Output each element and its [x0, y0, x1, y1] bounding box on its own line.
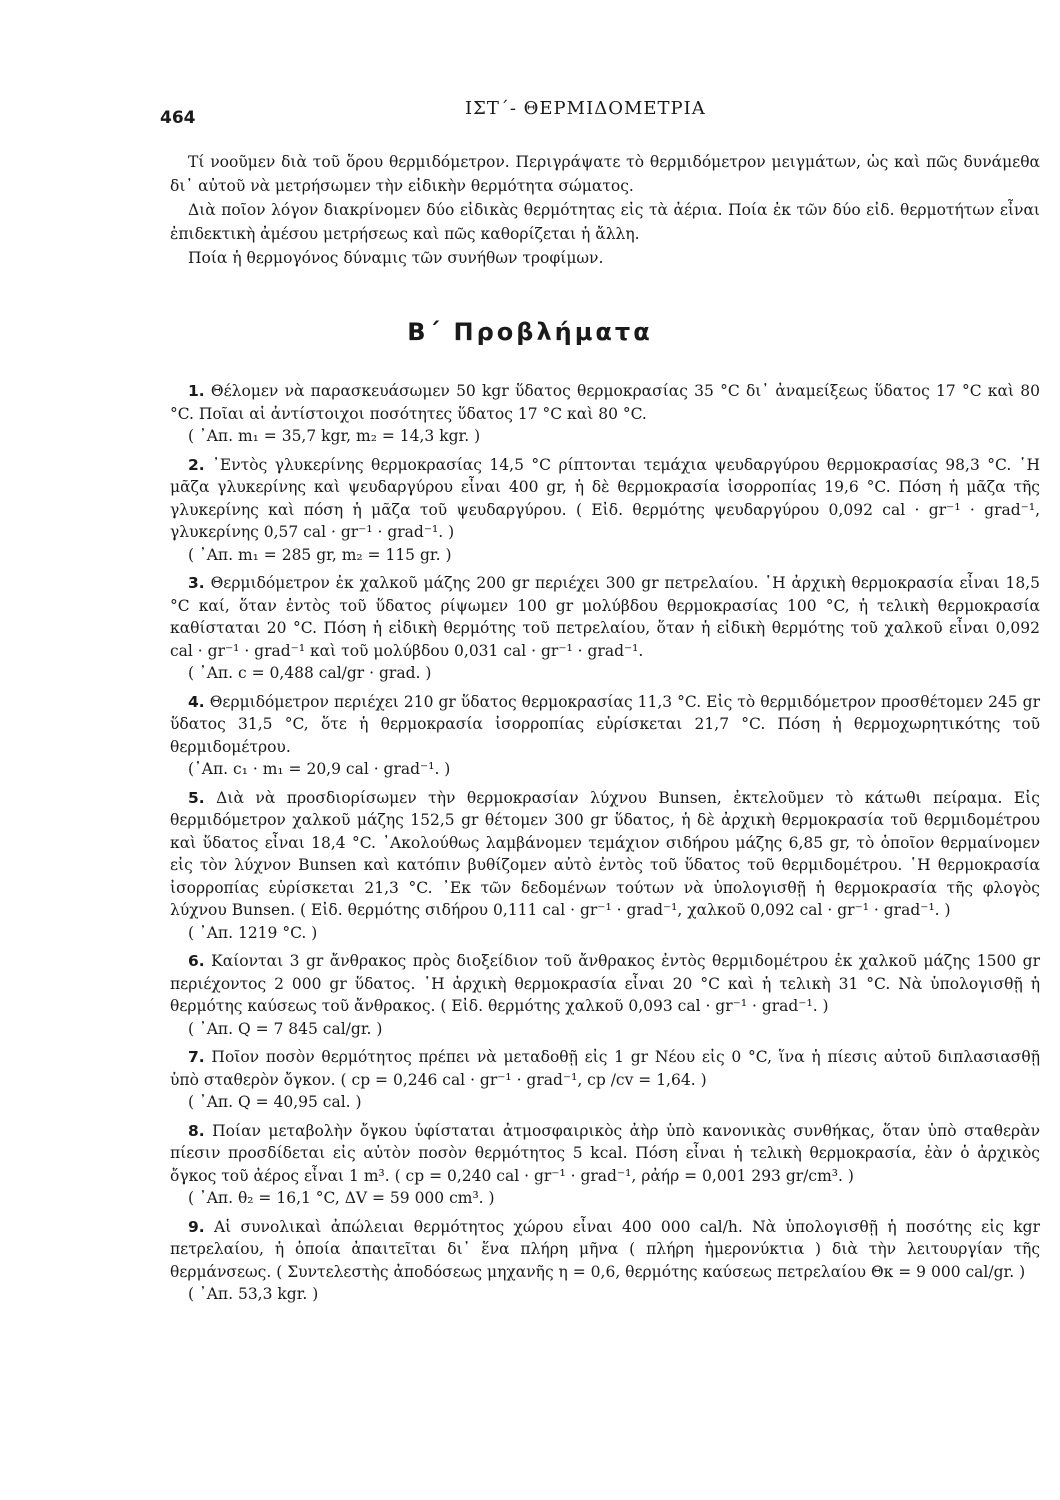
question-paragraph: Διὰ ποῖον λόγον διακρίνομεν δύο εἰδικὰς θερμότητας εἰς τὰ ἀέρια. Ποία ἐκ τῶν δύο εἰδ. θερμοτήτων εἶναι ἐπιδεκτικὴ ἀμέσου μετρήσεως καὶ πῶς καθορίζεται ἡ ἄλλη. [170, 201, 1040, 243]
problem-text: Θέλομεν νὰ παρασκευάσωμεν 50 kgr ὕδατος θερμοκρασίας 35 °C δι᾽ ἀναμείξεως ὕδατος 17 °C καὶ 80 °C. Ποῖαι αἱ ἀντίστοιχοι ποσότητες ὕδατος 17 °C καὶ 80 °C. [170, 382, 1040, 423]
problem-body [170, 380, 1040, 425]
problem-number: 4. [188, 692, 205, 711]
problem-answer: ( ᾽Απ. Q = 40,95 cal. ) [188, 1093, 362, 1111]
problem-text: Θερμιδόμετρον ἐκ χαλκοῦ μάζης 200 gr περιέχει 300 gr πετρελαίου. ῾Η ἀρχικὴ θερμοκρασία εἶναι 18,5 °C καί, ὅταν ἐντὸς τοῦ ὕδατος ρίψωμεν 100 gr μολύβδου θερμοκρασίας 100 °C, ἡ τελικὴ θερμοκρασία καθίσταται 20 °C. Πόση ἡ εἰδικὴ θερμότης τοῦ πετρελαίου, ὅταν ἡ εἰδικὴ θερμότης τοῦ χαλκοῦ εἶναι 0,092 cal · gr⁻¹ · grad⁻¹ καὶ τοῦ μολύβδου 0,031 cal · gr⁻¹ · grad⁻¹. [170, 574, 1040, 660]
problem-6 [170, 950, 1040, 1040]
problem-number: 7. [188, 1048, 205, 1066]
problem-body [170, 454, 1040, 544]
problem-answer: ( ᾽Απ. m₁ = 35,7 kgr, m₂ = 14,3 kgr. ) [188, 427, 481, 445]
problem-text: Ποίαν μεταβολὴν ὄγκου ὑφίσταται ἀτμοσφαιρικὸς ἀὴρ ὑπὸ κανονικὰς συνθήκας, ὅταν ὑπὸ σταθερὰν πίεσιν προσδίδεται εἰς αὐτὸν ποσὸν θερμότητος 5 kcal. Πόση εἶναι ἡ τελικὴ θερμοκρασία, ἐὰν ὁ ἀρχικὸς ὄγκος τοῦ ἀέρος εἶναι 1 m³. ( cp = 0,240 cal · gr⁻¹ · grad⁻¹, ρἀήρ = 0,001 293 gr/cm³. ) [170, 1121, 1040, 1185]
problem-text: ᾽Εντὸς γλυκερίνης θερμοκρασίας 14,5 °C ρίπτονται τεμάχια ψευδαργύρου θερμοκρασίας 98,3 °C. ῾Η μᾶζα γλυκερίνης καὶ ψευδαργύρου εἶναι 400 gr, ἡ δὲ θερμοκρασία ἰσορροπίας 19,6 °C. Πόση ἡ μᾶζα τῆς γλυκερίνης καὶ πόση ἡ μᾶζα τοῦ ψευδαργύρου. ( Εἰδ. θερμότης ψευδαργύρου 0,092 cal · gr⁻¹ · grad⁻¹, γλυκερίνης 0,57 cal · gr⁻¹ · grad⁻¹. ) [170, 455, 1040, 541]
problem-number: 2. [188, 455, 205, 474]
question-paragraph: Ποία ἡ θερμογόνος δύναμις τῶν συνήθων τροφίμων. [188, 249, 604, 267]
problem-answer: ( ᾽Απ. 1219 °C. ) [188, 923, 318, 942]
problem-body [170, 1046, 1040, 1091]
problem-body [170, 950, 1040, 1018]
problem-number: 8. [188, 1121, 205, 1140]
section-title: Β΄ Προβλήματα [407, 318, 653, 346]
problem-text: Διὰ νὰ προσδιορίσωμεν τὴν θερμοκρασίαν λύχνου Bunsen, ἐκτελοῦμεν τὸ κάτωθι πείραμα. Εἰς θερμιδόμετρον χαλκοῦ μάζης 152,5 gr θέτομεν 300 gr ὕδατος, ἡ δὲ ἀρχικὴ θερμοκρασία τοῦ θερμιδομέτρου καὶ ὕδατος εἶναι 18,4 °C. ᾽Ακολούθως λαμβάνομεν τεμάχιον σιδήρου μάζης 6,85 gr, τὸ ὁποῖον θερμαίνομεν εἰς τὸν λύχνον Bunsen καὶ κατόπιν βυθίζομεν αὐτὸ ἐντὸς τοῦ ὕδατος τοῦ θερμιδομέτρου. ῾Η θερμοκρασία ἰσορροπίας εὑρίσκεται 21,3 °C. ᾽Εκ τῶν δεδομένων τούτων νὰ ὑπολογισθῇ ἡ θερμοκρασία τῆς φλογὸς λύχνου Bunsen. ( Εἰδ. θερμότης σιδήρου 0,111 cal · gr⁻¹ · grad⁻¹, χαλκοῦ 0,092 cal · gr⁻¹ · grad⁻¹. ) [170, 788, 1040, 919]
problem-1 [170, 380, 1040, 448]
problem-number: 9. [188, 1217, 205, 1236]
problem-answer: (᾽Απ. c₁ · m₁ = 20,9 cal · grad⁻¹. ) [188, 760, 451, 778]
problem-answer: ( ᾽Απ. c = 0,488 cal/gr · grad. ) [188, 664, 432, 682]
problem-number: 3. [188, 574, 205, 592]
problem-number: 1. [188, 382, 205, 400]
problem-text: Θερμιδόμετρον περιέχει 210 gr ὕδατος θερμοκρασίας 11,3 °C. Εἰς τὸ θερμιδόμετρον προσθέτομεν 245 gr ὕδατος 31,5 °C, ὅτε ἡ θερμοκρασία ἰσορροπίας εὑρίσκεται 21,7 °C. Πόση ἡ θερμοχωρητικότης τοῦ θερμιδομέτρου. [170, 692, 1041, 756]
problem-body [170, 787, 1040, 922]
page-number: 464 [160, 108, 196, 128]
page-header [160, 98, 1040, 138]
problem-number: 5. [188, 788, 205, 807]
problem-2 [170, 454, 1040, 567]
problem-answer: ( ᾽Απ. m₁ = 285 gr, m₂ = 115 gr. ) [188, 545, 452, 564]
problem-body [170, 691, 1040, 759]
problem-3 [170, 572, 1040, 685]
problem-text: Καίονται 3 gr ἄνθρακος πρὸς διοξείδιον τοῦ ἄνθρακος ἐντὸς θερμιδομέτρου ἐκ χαλκοῦ μάζης 1500 gr περιέχοντος 2 000 gr ὕδατος. ῾Η ἀρχικὴ θερμοκρασία εἶναι 20 °C καὶ ἡ τελικὴ 31 °C. Νὰ ὑπολογισθῇ ἡ θερμότης καύσεως τοῦ ἄνθρακος. ( Εἰδ. θερμότης χαλκοῦ 0,093 cal · gr⁻¹ · grad⁻¹. ) [170, 952, 1040, 1015]
problem-body [170, 1216, 1040, 1284]
review-questions [170, 150, 1040, 270]
problem-4 [170, 691, 1040, 781]
problem-text: Ποῖον ποσὸν θερμότητος πρέπει νὰ μεταδοθῇ εἰς 1 gr Νέου εἰς 0 °C, ἵνα ἡ πίεσις αὐτοῦ διπλασιασθῇ ὑπὸ σταθερὸν ὄγκον. ( cp = 0,246 cal · gr⁻¹ · grad⁻¹, cp /cv = 1,64. ) [170, 1048, 1040, 1089]
problem-9 [170, 1216, 1040, 1306]
problem-body [170, 1120, 1040, 1188]
running-title: ΙΣΤ΄- ΘΕΡΜΙΔΟΜΕΤΡΙΑ [465, 98, 706, 119]
problem-answer: ( ᾽Απ. θ₂ = 16,1 °C, ΔV = 59 000 cm³. ) [188, 1189, 495, 1207]
problem-number: 6. [188, 952, 205, 970]
problem-7 [170, 1046, 1040, 1114]
problem-body [170, 572, 1040, 662]
problem-answer: ( ᾽Απ. 53,3 kgr. ) [188, 1285, 319, 1303]
problem-5 [170, 787, 1040, 945]
problem-answer: ( ᾽Απ. Q = 7 845 cal/gr. ) [188, 1019, 383, 1038]
question-paragraph: Τί νοοῦμεν διὰ τοῦ ὅρου θερμιδόμετρον. Περιγράψατε τὸ θερμιδόμετρον μειγμάτων, ὡς καὶ πῶς δυνάμεθα δι᾽ αὐτοῦ νὰ μετρήσωμεν τὴν εἰδικὴν θερμότητα σώματος. [170, 153, 1040, 195]
problems-list [170, 380, 1040, 1312]
problem-text: Αἱ συνολικαὶ ἀπώλειαι θερμότητος χώρου εἶναι 400 000 cal/h. Νὰ ὑπολογισθῇ ἡ ποσότης εἰς kgr πετρελαίου, ἡ ὁποία ἀπαιτεῖται δι᾽ ἕνα πλήρη μῆνα ( πλήρη ἡμερονύκτια ) διὰ τὴν λειτουργίαν τῆς θερμάνσεως. ( Συντελεστὴς ἀποδόσεως μηχανῆς η = 0,6, θερμότης καύσεως πετρελαίου Θκ = 9 000 cal/gr. ) [170, 1217, 1040, 1281]
problem-8 [170, 1120, 1040, 1210]
